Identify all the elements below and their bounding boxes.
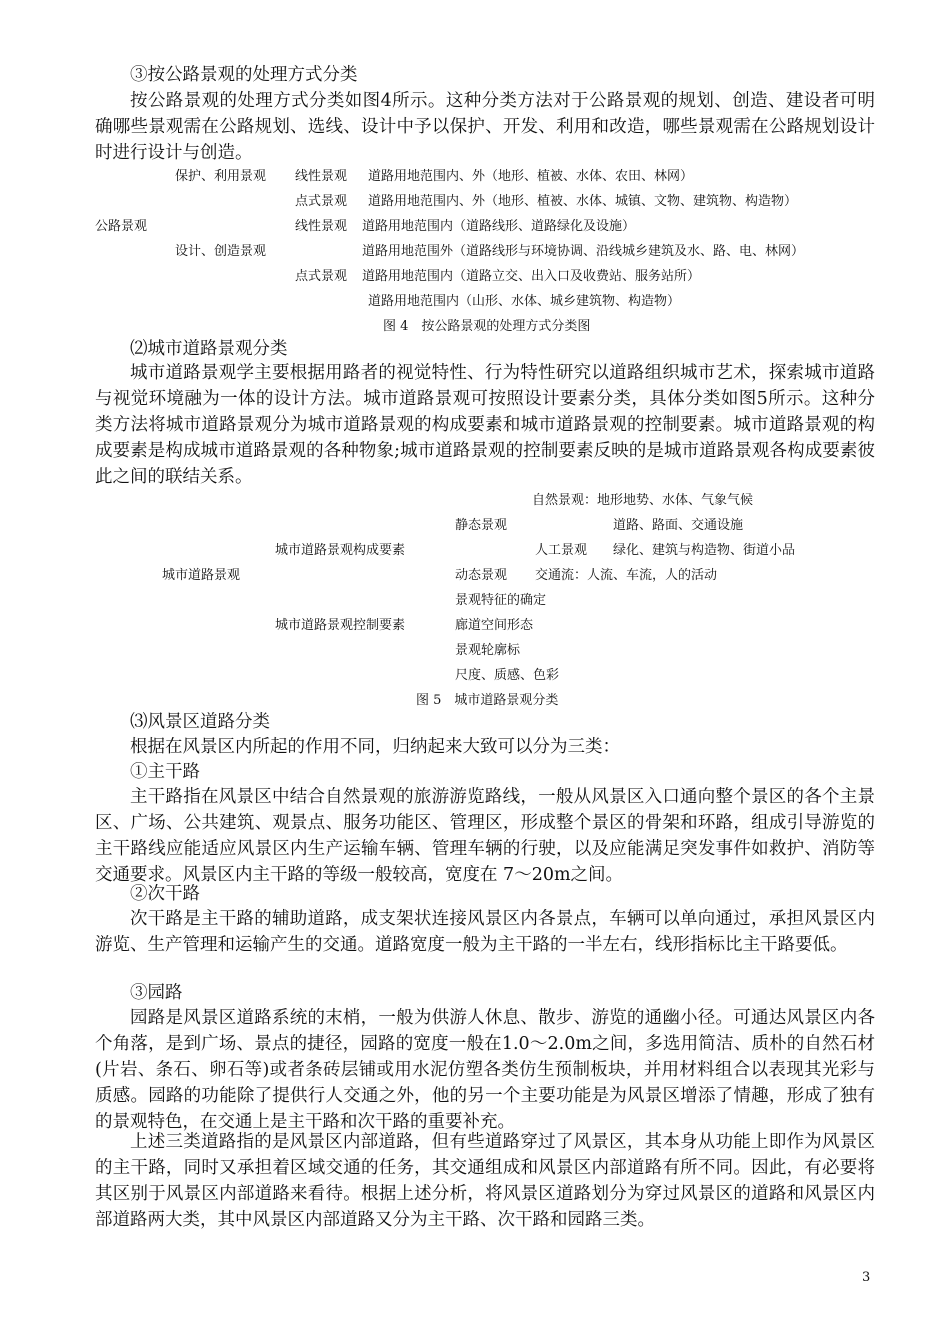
paragraph: 主干路指在风景区中结合自然景观的旅游游览路线，一般从风景区入口通向整个景区的各个主景区、广场、公共建筑、观景点、服务功能区、管理区，形成整个景区的骨架和环路，组成引导游览的主干路线应能适应风景区内生产运输车辆、管理车辆的行驶，以及应能满足突发事件如救护、消防等交通要求。风景区内主干路的等级一般较高，宽度在 7～20m之间。	[95, 787, 875, 885]
fig5-control-4: 尺度、质感、色彩	[455, 668, 560, 683]
page-number: 3	[862, 1270, 871, 1285]
fig5-artificial: 人工景观	[535, 543, 588, 558]
paragraph: 上述三类道路指的是风景区内部道路，但有些道路穿过了风景区，其本身从功能上即作为风景区的主干路，同时又承担着区域交通的任务，其交通组成和风景区内部道路有所不同。因此，有必要将其区别于风景区内部道路来看待。根据上述分析，将风景区道路划分为穿过风景区的道路和风景区内部道路两大类，其中风景区内部道路又分为主干路、次干路和园路三类。	[95, 1132, 875, 1230]
fig5-control: 城市道路景观控制要素	[275, 618, 406, 633]
fig5-dynamic-text: 交通流：人流、车流，人的活动	[535, 568, 718, 583]
fig4-point-text: 道路用地范围内、外（地形、植被、水体、城镇、文物、建筑物、构造物）	[368, 194, 798, 209]
fig4-line-text: 道路用地范围内、外（地形、植被、水体、农田、林网）	[368, 169, 694, 184]
paragraph: 园路是风景区道路系统的末梢，一般为供游人休息、散步、游览的通幽小径。可通达风景区内各个角落，是到广场、景点的捷径，园路的宽度一般在1.0～2.0m之间，多选用简洁、质朴的自然石材(片岩、条石、卵石等)或者条砖层铺或用水泥仿塑各类仿生预制板块，并用材料组合以表现其光彩与质感。园路的功能除了提供行人交通之外，他的另一个主要功能是为风景区增添了情趣，形成了独有的景观特色，在交通上是主干路和次干路的重要补充。	[95, 1008, 875, 1132]
fig4-branch-design: 设计、创造景观	[175, 244, 267, 259]
fig5-control-2: 廊道空间形态	[455, 618, 534, 633]
fig5-composition: 城市道路景观构成要素	[275, 543, 406, 558]
section-heading: ⑶风景区道路分类	[130, 712, 270, 732]
fig5-control-3: 景观轮廓标	[455, 643, 521, 658]
subheading: ③园路	[130, 983, 183, 1003]
paragraph: 次干路是主干路的辅助道路，成支架状连接风景区内各景点，车辆可以单向通过，承担风景区内游览、生产管理和运输产生的交通。道路宽度一般为主干路的一半左右，线形指标比主干路要低。	[95, 909, 875, 955]
fig5-road: 道路、路面、交通设施	[613, 518, 744, 533]
fig4-caption: 图 4 按公路景观的处理方式分类图	[383, 319, 591, 334]
fig4-line-label: 线性景观	[295, 169, 348, 184]
fig4-point-text-2: 道路用地范围内（道路立交、出入口及收费站、服务站所）	[362, 269, 701, 284]
fig4-line-label-2: 线性景观	[295, 219, 348, 234]
fig5-natural: 自然景观：地形地势、水体、气象气候	[532, 493, 754, 508]
fig4-line-text-2: 道路用地范围内（道路线形、道路绿化及设施）	[362, 219, 636, 234]
fig5-root: 城市道路景观	[162, 568, 241, 583]
paragraph: 根据在风景区内所起的作用不同，归纳起来大致可以分为三类：	[130, 737, 620, 757]
fig4-line-text-3: 道路用地范围外（道路线形与环境协调、沿线城乡建筑及水、路、电、林网）	[362, 244, 805, 259]
fig4-point-label: 点式景观	[295, 194, 348, 209]
fig4-branch-protect: 保护、利用景观	[175, 169, 267, 184]
fig4-root: 公路景观	[95, 219, 148, 234]
subheading: ②次干路	[130, 884, 200, 904]
fig4-point-text-3: 道路用地范围内（山形、水体、城乡建筑物、构造物）	[368, 294, 681, 309]
fig5-control-1: 景观特征的确定	[455, 593, 547, 608]
paragraph: 城市道路景观学主要根据用路者的视觉特性、行为特性研究以道路组织城市艺术，探索城市道路与视觉环境融为一体的设计方法。城市道路景观可按照设计要素分类，具体分类如图5所示。这种分类方法将城市道路景观分为城市道路景观的构成要素和城市道路景观的控制要素。城市道路景观的构成要素是构成城市道路景观的各种物象;城市道路景观的控制要素反映的是城市道路景观各构成要素彼此之间的联结关系。	[95, 363, 875, 487]
fig4-point-label-2: 点式景观	[295, 269, 348, 284]
fig5-caption: 图 5 城市道路景观分类	[416, 693, 559, 708]
subheading: ①主干路	[130, 762, 200, 782]
paragraph: 按公路景观的处理方式分类如图4所示。这种分类方法对于公路景观的规划、创造、建设者可明确哪些景观需在公路规划、选线、设计中予以保护、开发、利用和改造，哪些景观需在公路规划设计时进行设计与创造。	[95, 91, 875, 163]
fig5-static: 静态景观	[455, 518, 508, 533]
fig5-artificial-text: 绿化、建筑与构造物、街道小品	[613, 543, 796, 558]
fig5-dynamic: 动态景观	[455, 568, 508, 583]
section-heading: ⑵城市道路景观分类	[130, 339, 288, 359]
section-heading: ③按公路景观的处理方式分类	[130, 65, 358, 85]
